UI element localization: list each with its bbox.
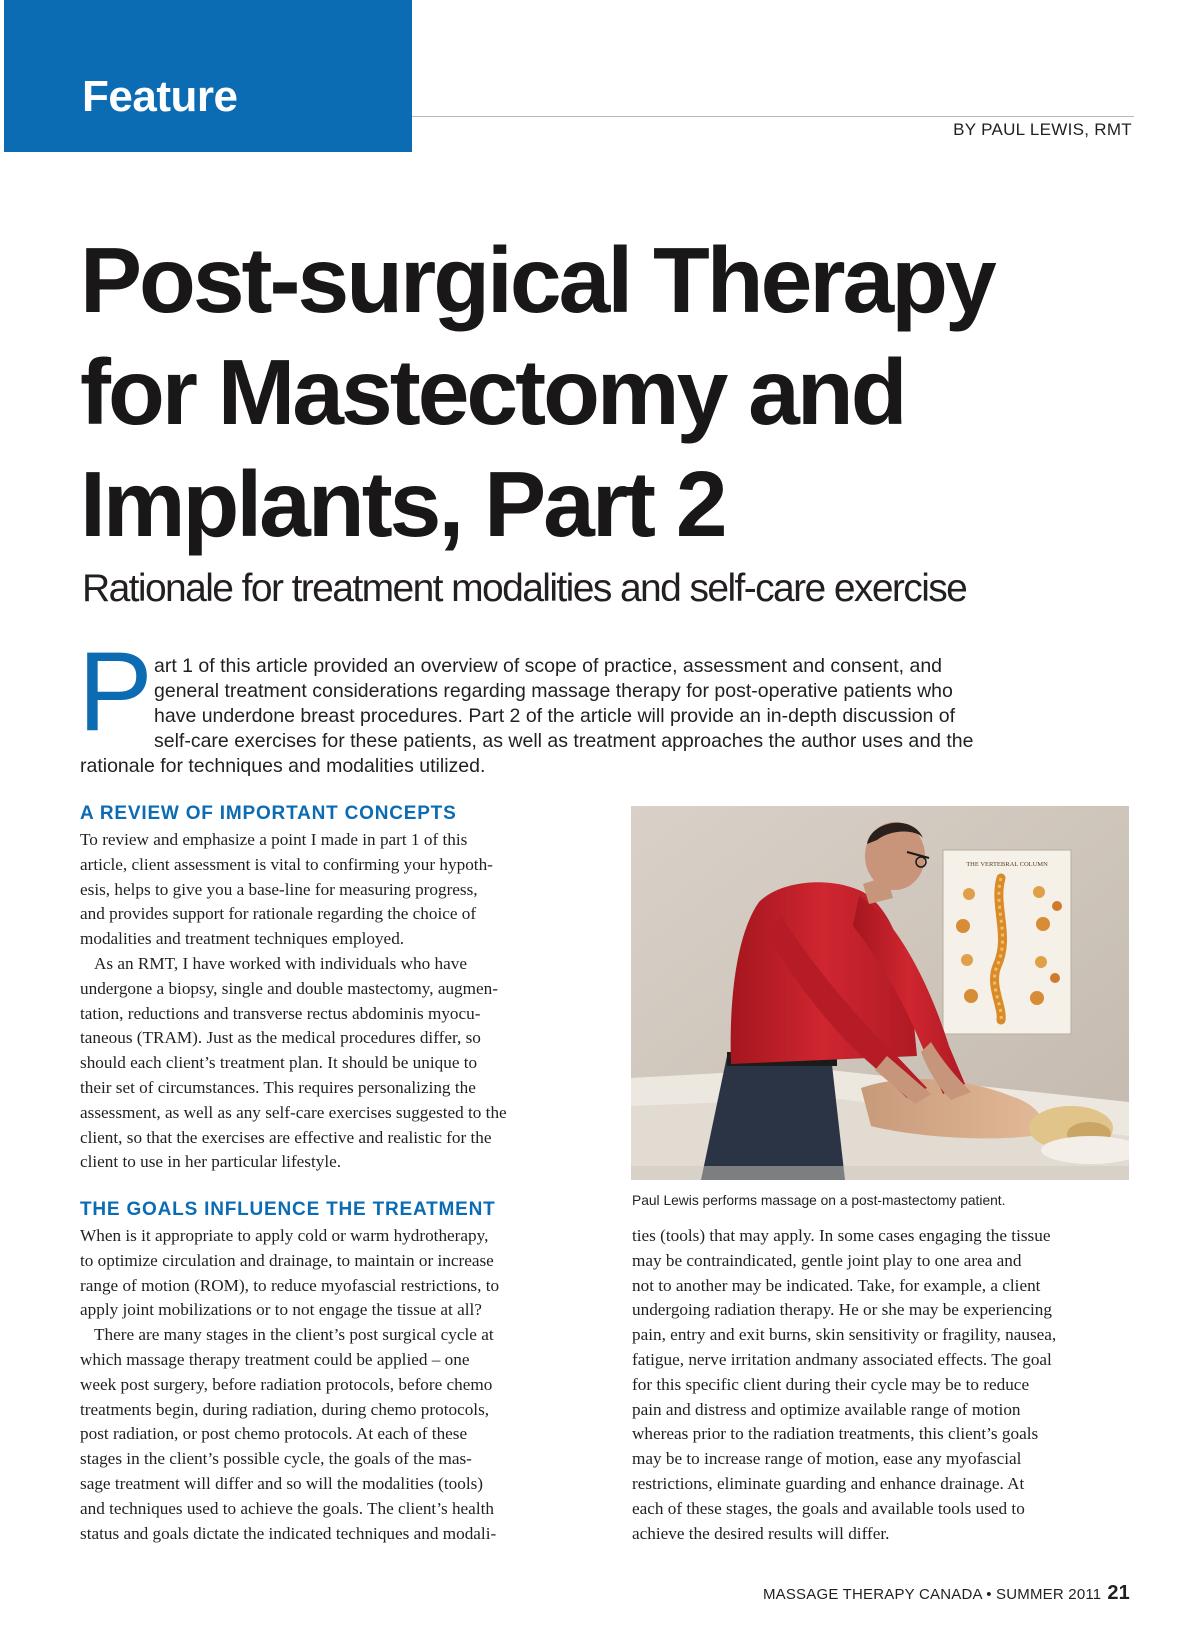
intro-line: general treatment considerations regarding massage therapy for post-operative patients who [154, 680, 953, 702]
paragraph [80, 952, 580, 1175]
title-line: for Mastectomy and [80, 340, 905, 444]
section-label: Feature [82, 72, 238, 121]
text-line: whereas prior to the radiation treatments, this client’s goals [632, 1424, 1039, 1444]
text-line: restrictions, eliminate guarding and enhance drainage. At [632, 1473, 1025, 1493]
intro-line: self-care exercises for these patients, as well as treatment approaches the author uses and the [154, 730, 974, 752]
photo-caption: Paul Lewis performs massage on a post-mastectomy patient. [632, 1193, 1006, 1208]
poster-title: THE VERTEBRAL COLUMN [966, 861, 1048, 868]
text-line: not to another may be indicated. Take, for example, a client [632, 1275, 1041, 1295]
text-line: should each client’s treatment plan. It should be unique to [80, 1053, 478, 1073]
intro-line: have underdone breast procedures. Part 2 of the article will provide an in-depth discussion of [154, 705, 956, 727]
massage-photo-illustration [631, 806, 1129, 1180]
text-line: When is it appropriate to apply cold or warm hydrotherapy, [80, 1226, 489, 1245]
text-line: esis, helps to give you a base-line for measuring progress, [80, 879, 478, 899]
text-line: client to use in her particular lifestyle. [80, 1152, 342, 1172]
paragraph [632, 1224, 1132, 1546]
article-subtitle: Rationale for treatment modalities and self-care exercise [82, 567, 967, 610]
text-line: pain and distress and optimize available range of motion [632, 1399, 1021, 1419]
section-heading: THE GOALS INFLUENCE THE TREATMENT [80, 1199, 496, 1220]
intro-line: art 1 of this article provided an overview of scope of practice, assessment and consent, and [154, 655, 943, 677]
text-line: To review and emphasize a point I made in part 1 of this [80, 830, 468, 849]
text-line: their set of circumstances. This requires personalizing the [80, 1077, 476, 1097]
section1-body [80, 828, 580, 1175]
text-line: week post surgery, before radiation protocols, before chemo [80, 1374, 493, 1394]
text-line: for this specific client during their cycle may be to reduce [632, 1374, 1030, 1394]
text-line: which massage therapy treatment could be applied – one [80, 1349, 470, 1369]
text-line: assessment, as well as any self-care exercises suggested to the [80, 1102, 507, 1122]
text-line: may be to increase range of motion, ease any myofascial [632, 1449, 1022, 1469]
text-line: pain, entry and exit burns, skin sensitivity or fragility, nausea, [632, 1325, 1057, 1345]
page-number: 21 [1107, 1582, 1130, 1604]
text-line: each of these stages, the goals and available tools used to [632, 1498, 1025, 1518]
text-line: modalities and treatment techniques employed. [80, 929, 405, 949]
paragraph [80, 828, 580, 952]
text-line: As an RMT, I have worked with individuals who have [94, 953, 467, 973]
header-rule [412, 116, 1134, 117]
publication-info: MASSAGE THERAPY CANADA • SUMMER 2011 [762, 1586, 1102, 1603]
article-title [80, 224, 1160, 560]
text-line: undergoing radiation therapy. He or she may be experiencing [632, 1300, 1052, 1320]
vertebral-column-poster [943, 850, 1071, 1034]
paragraph [80, 1323, 580, 1546]
text-line: fatigue, nerve irritation andmany associated effects. The goal [632, 1349, 1052, 1369]
text-line: achieve the desired results will differ. [632, 1523, 890, 1543]
text-line: to optimize circulation and drainage, to maintain or increase [80, 1250, 494, 1270]
text-line: taneous (TRAM). Just as the medical procedures differ, so [80, 1028, 481, 1048]
drop-cap: P [78, 629, 153, 754]
text-line: stages in the client’s possible cycle, the goals of the mas- [80, 1449, 472, 1469]
text-line: sage treatment will differ and so will the modalities (tools) [80, 1473, 484, 1493]
text-line: ties (tools) that may apply. In some cases engaging the tissue [632, 1226, 1051, 1245]
text-line: client, so that the exercises are effective and realistic for the [80, 1127, 492, 1147]
byline: BY PAUL LEWIS, RMT [953, 120, 1132, 139]
page-footer [763, 1582, 1130, 1605]
title-line: Post-surgical Therapy [80, 228, 994, 332]
text-line: There are many stages in the client’s post surgical cycle at [94, 1325, 494, 1345]
title-line: Implants, Part 2 [80, 452, 725, 556]
text-line: article, client assessment is vital to confirming your hypoth- [80, 854, 493, 874]
text-line: and provides support for rationale regarding the choice of [80, 904, 477, 924]
section-heading: A REVIEW OF IMPORTANT CONCEPTS [80, 803, 457, 824]
text-line: range of motion (ROM), to reduce myofascial restrictions, to [80, 1275, 500, 1295]
right-column-body [632, 1224, 1132, 1546]
text-line: status and goals dictate the indicated techniques and modali- [80, 1523, 497, 1543]
text-line: may be contraindicated, gentle joint play to one area and [632, 1250, 1022, 1270]
text-line: undergone a biopsy, single and double mastectomy, augmen- [80, 978, 498, 998]
paragraph [80, 1224, 580, 1323]
text-line: apply joint mobilizations or to not engage the tissue at all? [80, 1300, 482, 1320]
text-line: treatments begin, during radiation, during chemo protocols, [80, 1399, 490, 1419]
section2-body [80, 1224, 580, 1546]
text-line: tation, reductions and transverse rectus abdominis myocu- [80, 1003, 481, 1023]
text-line: and techniques used to achieve the goals. The client’s health [80, 1498, 494, 1518]
text-line: post radiation, or post chemo protocols. At each of these [80, 1424, 468, 1444]
intro-line: rationale for techniques and modalities utilized. [80, 755, 486, 777]
article-photo [631, 806, 1129, 1180]
